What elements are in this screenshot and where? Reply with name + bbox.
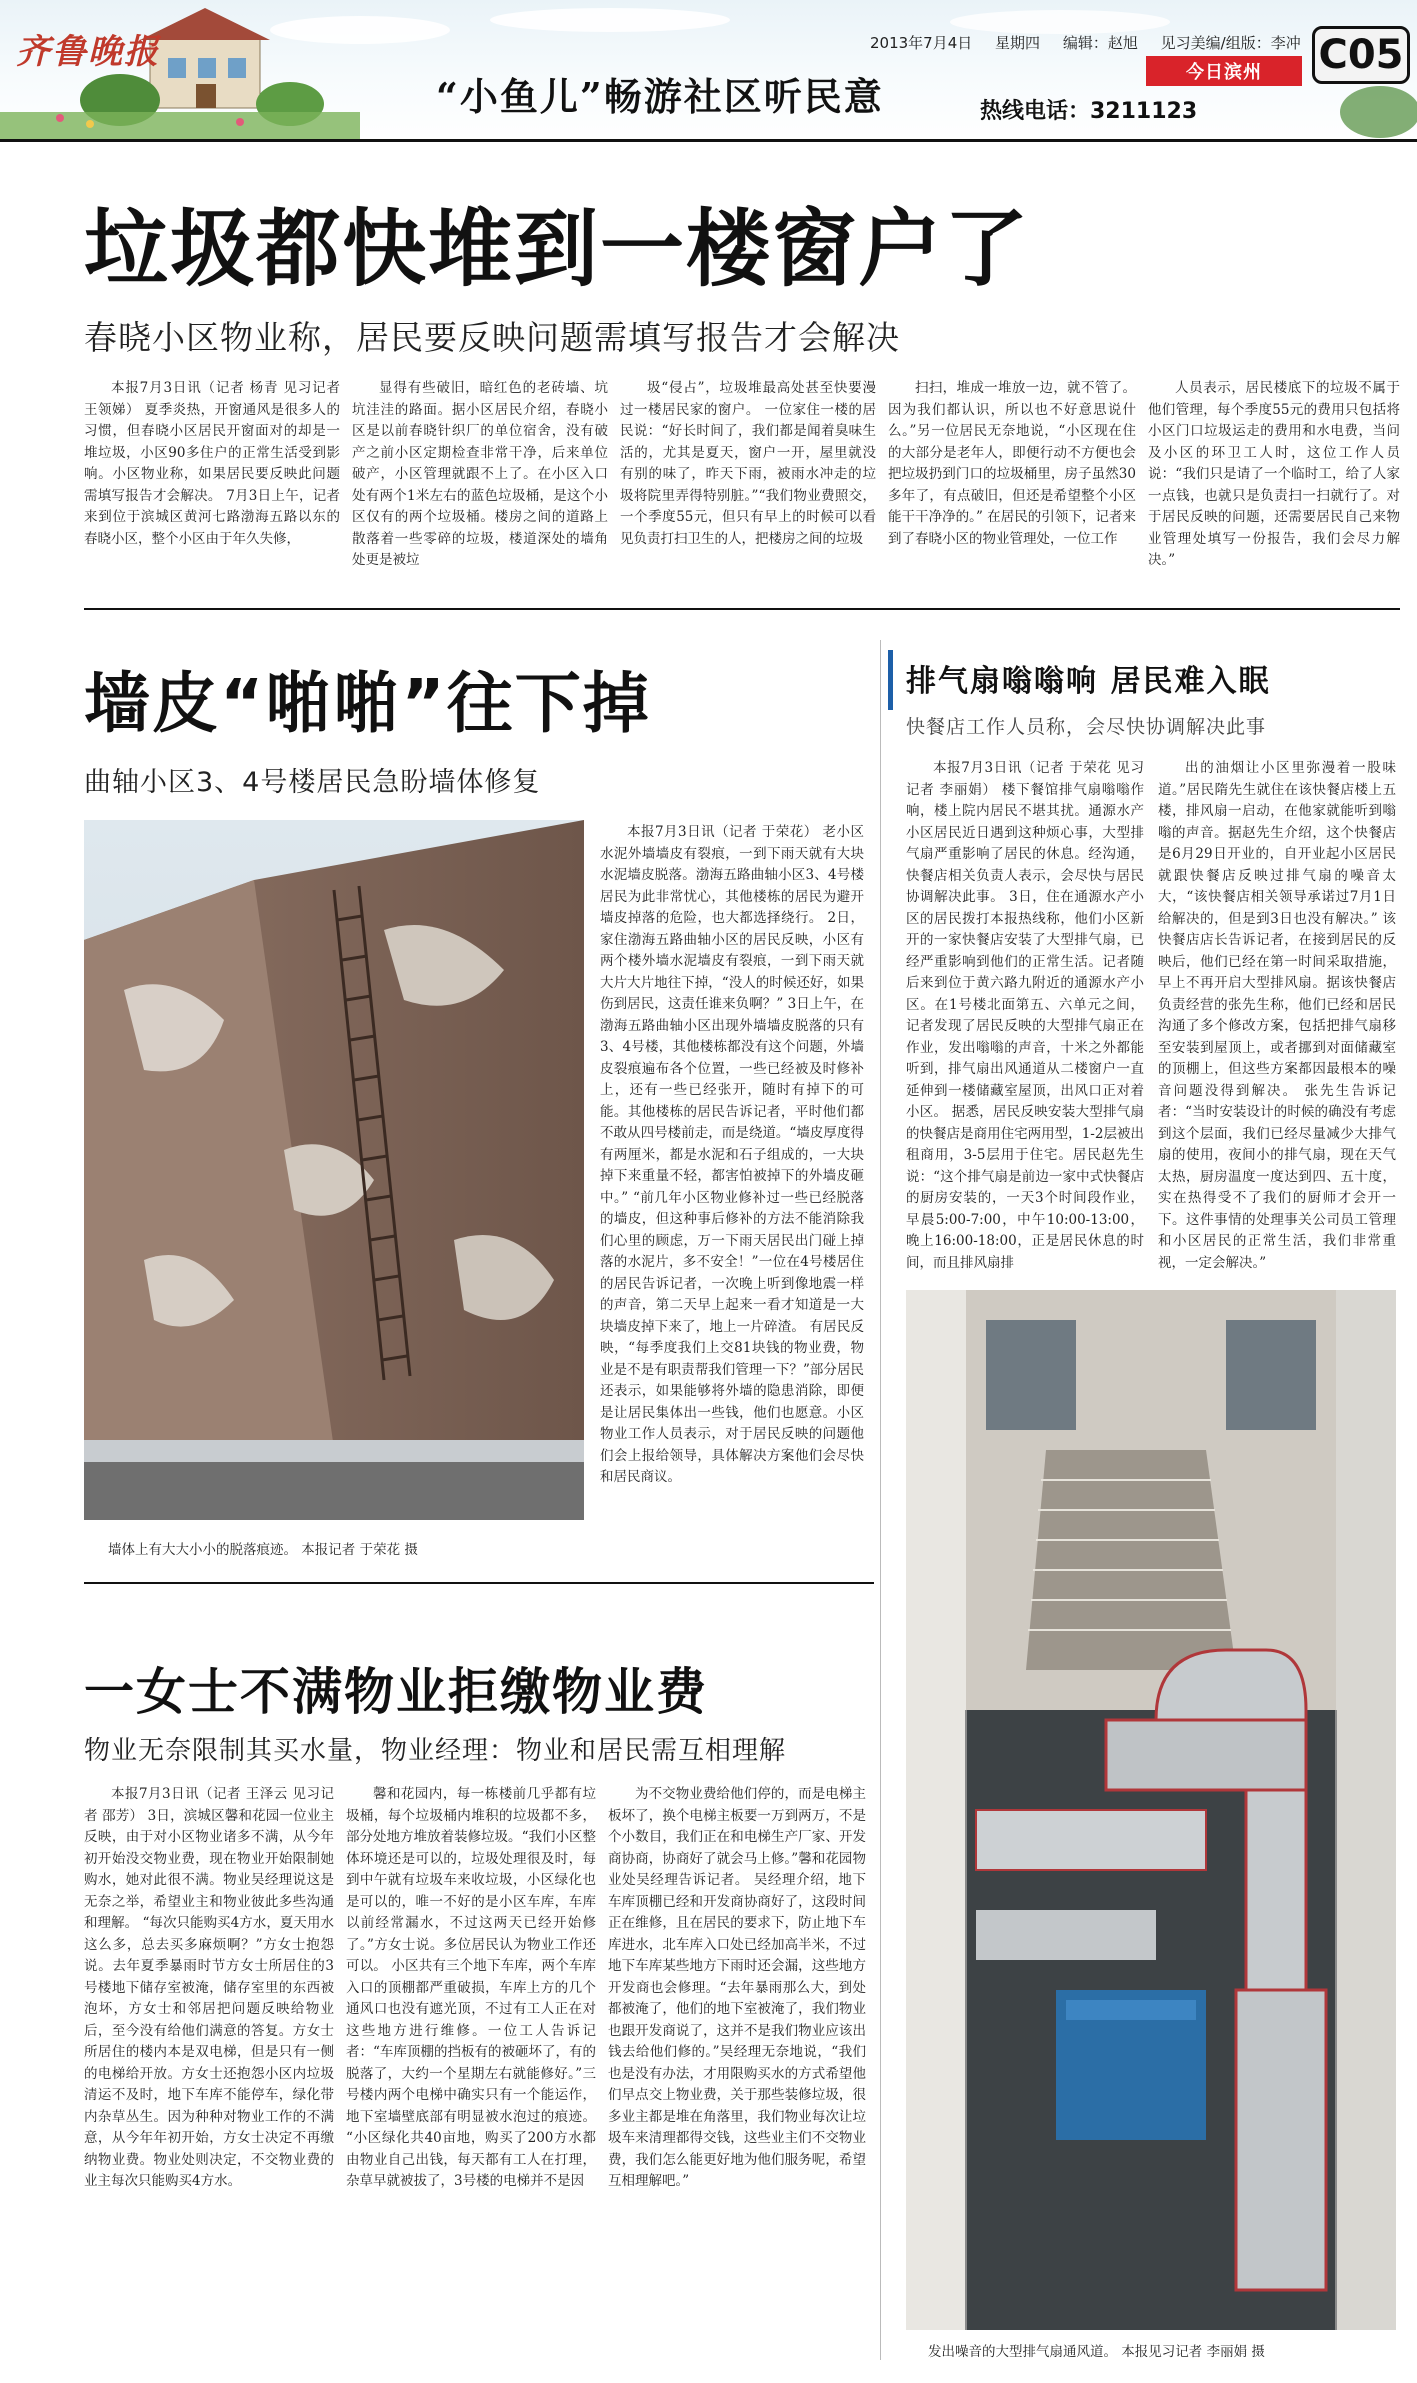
story2-body bbox=[600, 822, 864, 1562]
story3-headline: 排气扇嗡嗡响 居民难入眠 bbox=[906, 664, 1271, 699]
story1-column-5 bbox=[1148, 378, 1400, 592]
column-divider bbox=[880, 640, 881, 2360]
story2-subhead: 曲轴小区3、4号楼居民急盼墙体修复 bbox=[84, 767, 541, 798]
staff-credit: 见习美编/组版：李冲 bbox=[1160, 34, 1301, 52]
hotline: 热线电话：3211123 bbox=[980, 99, 1198, 124]
story4-column-1 bbox=[84, 1784, 334, 2354]
story3-paragraph-1: 本报7月3日讯（记者 于荣花 见习记者 李丽娟） 楼下餐馆排气扇嗡嗡作响，楼上院内居民不堪其扰。通源水产小区居民近日遇到这种烦心事，大型排气扇严重影响了居民的休息。经沟通，快餐店相关负责人表示，会尽快与居民协调解决此事。 3日，住在通源水产小区的居民拨打本报热线称，他们小区新开的一家快餐店安装了大型排气扇，已经严重影响到他们的正常生活。记者随后来到位于黄六路九附近的通源水产小区。在1号楼北面第五、六单元之间，记者发现了居民反映的大型排气扇正在作业，发出嗡嗡的声音，十米之外都能听到，排气扇出风通道从二楼窗户一直延伸到一楼储藏室屋顶，出风口正对着小区。 据悉，居民反映安装大型排气扇的快餐店是商用住宅两用型，1-2层被出租商用，3-5层用于住宅。居民赵先生说：“这个排气扇是前边一家中式快餐店的厨房安装的，一天3个时间段作业，早晨5:00-7:00，中午10:00-13:00，晚上16:00-18:00，正是居民休息的时间，而且排风扇排 bbox=[906, 760, 1144, 1271]
story1-column-1 bbox=[84, 378, 340, 592]
story2-paragraph: 本报7月3日讯（记者 于荣花） 老小区水泥外墙墙皮有裂痕，一到下雨天就有大块水泥墙皮脱落。渤海五路曲轴小区3、4号楼居民为此非常忧心，其他楼栋的居民为避开墙皮掉落的危险，也大都选择绕行。 2日，家住渤海五路曲轴小区的居民反映，小区有两个楼外墙水泥墙皮有裂痕，一到下雨天就大片大片地往下掉，“没人的时候还好，如果伤到居民，这责任谁来负啊？” 3日上午，在渤海五路曲轴小区出现外墙墙皮脱落的只有3、4号楼，其他楼栋都没有这个问题，外墙皮裂痕遍布各个位置，一些已经被及时修补上，还有一些已经张开，随时有掉下的可能。其他楼栋的居民告诉记者，平时他们都不敢从四号楼前走，而是绕道。“墙皮厚度得有两厘米，都是水泥和石子组成的，一大块掉下来重量不轻，都害怕被掉下的外墙皮砸中。” “前几年小区物业修补过一些已经脱落的墙皮，但这种事后修补的方法不能消除我们心里的顾虑，万一下雨天居民出门碰上掉落的水泥片，多不安全！”一位在4号楼居住的居民告诉记者，一次晚上听到像地震一样的声音，第二天早上起来一看才知道是一大块墙皮掉下来了，地上一片碎渣。 有居民反映，“每季度我们上交81块钱的物业费，物业是不是有职责帮我们管理一下？”部分居民还表示，如果能够将外墙的隐患消除，即便是让居民集体出一些钱，他们也愿意。小区物业工作人员表示，对于居民反映的问题他们会上报给领导，具体解决方案他们会尽快和居民商议。 bbox=[600, 824, 864, 1485]
story1-headline: 垃圾都快堆到一楼窗户了 bbox=[84, 200, 1031, 298]
header-meta bbox=[870, 32, 1319, 53]
story4-headline: 一女士不满物业拒缴物业费 bbox=[84, 1663, 708, 1721]
story3-column-2 bbox=[1158, 758, 1396, 1271]
exhaust-duct-photo bbox=[906, 1290, 1396, 2330]
header-slogan: “小鱼儿”畅游社区听民意 bbox=[436, 74, 884, 119]
page-header bbox=[0, 0, 1417, 140]
story1-subhead: 春晓小区物业称，居民要反映问题需填写报告才会解决 bbox=[84, 318, 900, 357]
story3-paragraph-2: 出的油烟让小区里弥漫着一股味道。”居民隋先生就住在该快餐店楼上五楼，排风扇一启动，在他家就能听到嗡嗡的声音。据赵先生介绍，这个快餐店是6月29日开业的，自开业起小区居民就跟快餐店反映过排气扇的噪音太大，“该快餐店相关领导承诺过7月1日给解决的，但是到3日也没有解决。” 该快餐店店长告诉记者，在接到居民的反映后，他们已经在第一时间采取措施，早上不再开启大型排风扇。据该快餐店负责经营的张先生称，他们已经和居民沟通了多个修改方案，包括把排气扇移至安装到屋顶上，或者挪到对面储藏室的顶棚上，但这些方案都因最根本的噪音问题没得到解决。 张先生告诉记者：“当时安装设计的时候的确没有考虑到这个层面，我们已经尽量减少大排气扇的使用，夜间小的排气扇，现在天气太热，厨房温度一度达到四、五十度，实在热得受不了我们的厨师才会开一下。这件事情的处理事关公司员工管理和小区居民的正常生活，我们非常重视，一定会解决。” bbox=[1158, 760, 1396, 1271]
story2-headline: 墙皮“啪啪”往下掉 bbox=[84, 665, 651, 742]
story1-paragraph-3: 圾“侵占”，垃圾堆最高处甚至快要漫过一楼居民家的窗户。 一位家住一楼的居民说：“好长时间了，我们都是闻着臭味生活的，尤其是夏天，窗户一开，屋里就没有别的味了，昨天下雨，被雨水冲走的垃圾将院里弄得特别脏。”“我们物业费照交，一个季度55元，但只有早上的时候可以看见负责打扫卫生的人，把楼房之间的垃圾 bbox=[620, 380, 876, 547]
issue-weekday: 星期四 bbox=[995, 34, 1041, 52]
story3-subhead: 快餐店工作人员称，会尽快协调解决此事 bbox=[906, 716, 1267, 738]
story2-photo-caption: 墙体上有大大小小的脱落痕迹。 本报记者 于荣花 摄 bbox=[108, 1542, 418, 1558]
story3-accent-bar bbox=[888, 650, 893, 710]
story4-paragraph-2: 馨和花园内，每一栋楼前几乎都有垃圾桶，每个垃圾桶内堆积的垃圾都不多，部分处地方堆放着装修垃圾。“我们小区整体环境还是可以的，垃圾处理很及时，每到中午就有垃圾车来收垃圾，小区绿化也是可以的，唯一不好的是小区车库，车库以前经常漏水，不过这两天已经开始修了。”方女士说。多位居民认为物业工作还可以。 小区共有三个地下车库，两个车库入口的顶棚都严重破损，车库上方的几个通风口也没有遮光顶，不过有工人正在对这些地方进行维修。一位工人告诉记者：“车库顶棚的挡板有的被砸坏了，有的脱落了，大约一个星期左右就能修好。”三号楼内两个电梯中确实只有一个能运作，地下室墙壁底部有明显被水泡过的痕迹。 “小区绿化共40亩地，购买了200方水都由物业自己出钱，每天都有工人在打理，杂草早就被拔了，3号楼的电梯并不是因 bbox=[346, 1786, 596, 2189]
story1-paragraph-2: 显得有些破旧，暗红色的老砖墙、坑坑洼洼的路面。据小区居民介绍，春晓小区是以前春晓针织厂的单位宿舍，没有破产之前小区定期检查非常干净，后来单位破产，小区管理就跟不上了。在小区入口处有两个1米左右的蓝色垃圾桶，是这个小区仅有的两个垃圾桶。楼房之间的道路上散落着一些零碎的垃圾，楼道深处的墙角处更是被垃 bbox=[352, 380, 608, 568]
story1-paragraph-1: 本报7月3日讯（记者 杨青 见习记者 王领娣） 夏季炎热，开窗通风是很多人的习惯，但春晓小区居民开窗面对的却是一堆垃圾，小区90多住户的正常生活受到影响。小区物业称，如果居民要反映此问题需填写报告才会解决。 7月3日上午，记者来到位于滨城区黄河七路渤海五路以东的春晓小区，整个小区由于年久失修， bbox=[84, 380, 340, 547]
story1-column-2 bbox=[352, 378, 608, 592]
issue-date: 2013年7月4日 bbox=[870, 34, 973, 52]
editor-credit: 编辑：赵旭 bbox=[1062, 34, 1138, 52]
story1-paragraph-5: 人员表示，居民楼底下的垃圾不属于他们管理，每个季度55元的费用只包括将小区门口垃圾运走的费用和水电费，当问及小区的环卫工人时，这位工作人员说：“我们只是请了一个临时工，给了人家一点钱，也就只是负责扫一扫就行了。对于居民反映的问题，还需要居民自己来物业管理处填写一份报告，我们会尽力解决。” bbox=[1148, 380, 1400, 568]
masthead-logo: 齐鲁晚报 bbox=[16, 32, 160, 72]
story4-subhead: 物业无奈限制其买水量，物业经理：物业和居民需互相理解 bbox=[84, 1736, 787, 1766]
header-rule bbox=[0, 139, 1417, 142]
story1-column-3 bbox=[620, 378, 876, 592]
story3-photo-caption: 发出噪音的大型排气扇通风道。 本报见习记者 李丽娟 摄 bbox=[928, 2344, 1265, 2360]
story2-bottom-rule bbox=[84, 1582, 874, 1584]
story4-column-2 bbox=[346, 1784, 596, 2354]
story4-paragraph-1: 本报7月3日讯（记者 王泽云 见习记者 邵芳） 3日，滨城区馨和花园一位业主反映，由于对小区物业诸多不满，从今年初开始没交物业费，现在物业开始限制她购水，她对此很不满。物业吴经理说这是无奈之举，希望业主和物业彼此多些沟通和理解。 “每次只能购买4方水，夏天用水这么多，总去买多麻烦啊？”方女士抱怨说。去年夏季暴雨时节方女士所居住的3号楼地下储存室被淹，储存室里的东西被泡坏，方女士和邻居把问题反映给物业后，至今没有给他们满意的答复。方女士所居住的楼内本是双电梯，但是只有一侧的电梯给开放。方女士还抱怨小区内垃圾清运不及时，地下车库不能停车，绿化带内杂草丛生。因为种种对物业工作的不满意，从今年年初开始，方女士决定不再缴纳物业费。物业处则决定，不交物业费的业主每次只能购买4方水。 bbox=[84, 1786, 334, 2189]
story1-column-4 bbox=[888, 378, 1136, 592]
wall-photo bbox=[84, 820, 584, 1520]
story4-column-3 bbox=[608, 1784, 866, 2354]
story1-paragraph-4: 扫扫，堆成一堆放一边，就不管了。因为我们都认识，所以也不好意思说什么。”另一位居民无奈地说，“小区现在住的大部分是老年人，即便行动不方便也会把垃圾扔到门口的垃圾桶里，房子虽然30多年了，有点破旧，但还是希望整个小区能干干净净的。” 在居民的引领下，记者来到了春晓小区的物业管理处，一位工作 bbox=[888, 380, 1136, 547]
story4-paragraph-3: 为不交物业费给他们停的，而是电梯主板坏了，换个电梯主板要一万到两万，不是个小数目，我们正在和电梯生产厂家、开发商协商，协商好了就会马上修。”馨和花园物业处吴经理告诉记者。 吴经理介绍，地下车库顶棚已经和开发商协商好了，这段时间正在维修，且在居民的要求下，防止地下车库进水，北车库入口处已经加高半米，不过地下车库某些地方下雨时还会漏，这些地方开发商也会修理。“去年暴雨那么大，到处都被淹了，他们的地下室被淹了，我们物业也跟开发商说了，这并不是我们物业应该出钱去给他们修的。”吴经理无奈地说，“我们也是没有办法，才用限购买水的方式希望他们早点交上物业费，关于那些装修垃圾，很多业主都是堆在角落里，我们物业每次让垃圾车来清理都得交钱，这些业主们不交物业费，我们怎么能更好地为他们服务呢，希望互相理解吧。” bbox=[608, 1786, 866, 2189]
section-tag: 今日滨州 bbox=[1146, 56, 1302, 86]
story1-bottom-rule bbox=[84, 608, 1400, 610]
story3-photo bbox=[906, 1290, 1396, 2330]
page-number-badge: C05 bbox=[1312, 26, 1410, 84]
story2-photo bbox=[84, 820, 584, 1520]
